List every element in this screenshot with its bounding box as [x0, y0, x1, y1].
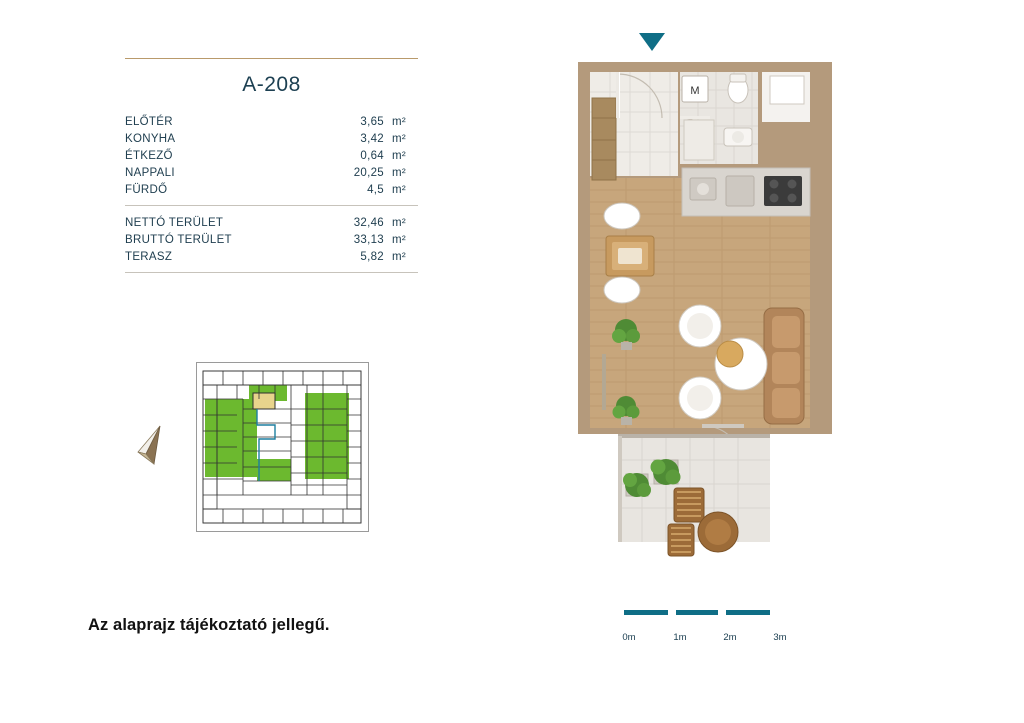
scale-label-3m: 3m — [773, 632, 787, 643]
table-row — [125, 214, 418, 231]
scale-segment — [676, 610, 718, 615]
compass-icon — [132, 424, 172, 470]
total-area: 33,13 — [353, 233, 384, 246]
right-panel — [500, 0, 1024, 723]
scale-label-2m: 2m — [723, 632, 737, 643]
scale-bar — [624, 610, 794, 646]
room-area-unit: m² — [392, 149, 407, 162]
scale-segment — [726, 610, 770, 615]
floor-plan — [578, 58, 832, 442]
total-area: 5,82 — [360, 250, 384, 263]
disclaimer-text: Az alaprajz tájékoztató jellegű. — [88, 616, 330, 634]
room-area-unit: m² — [392, 132, 407, 145]
total-name: BRUTTÓ TERÜLET — [125, 233, 232, 246]
total-name: TERASZ — [125, 250, 173, 263]
total-area: 32,46 — [353, 216, 384, 229]
room-name: NAPPALI — [125, 166, 175, 179]
scale-label-0m: 0m — [622, 632, 636, 643]
left-panel — [0, 0, 500, 723]
room-area: 0,64 — [360, 149, 384, 162]
total-area-unit: m² — [392, 250, 407, 263]
total-area-unit: m² — [392, 233, 407, 246]
site-key-plan — [196, 362, 369, 532]
room-area: 3,42 — [360, 132, 384, 145]
room-area: 3,65 — [360, 115, 384, 128]
table-row — [125, 164, 418, 181]
room-area-unit: m² — [392, 183, 407, 196]
terrace-drawing — [578, 432, 832, 562]
table-divider — [125, 198, 418, 214]
scale-segment — [624, 610, 668, 615]
bottom-rule — [125, 272, 418, 273]
unit-info-card — [125, 58, 418, 273]
table-row — [125, 113, 418, 130]
north-arrow-icon — [639, 33, 665, 51]
table-row — [125, 147, 418, 164]
room-area: 20,25 — [353, 166, 384, 179]
room-area-unit: m² — [392, 115, 407, 128]
site-plan-drawing — [197, 363, 366, 529]
total-area-unit: m² — [392, 216, 407, 229]
top-rule — [125, 58, 418, 59]
room-name: FÜRDŐ — [125, 183, 168, 196]
table-row — [125, 248, 418, 265]
room-area-unit: m² — [392, 166, 407, 179]
room-name: ELŐTÉR — [125, 115, 173, 128]
area-table — [125, 113, 418, 265]
table-row — [125, 181, 418, 198]
unit-code-title: A-208 — [242, 73, 301, 96]
total-name: NETTÓ TERÜLET — [125, 216, 224, 229]
floor-plan-drawing — [578, 58, 832, 442]
room-area: 4,5 — [367, 183, 384, 196]
room-name: KONYHA — [125, 132, 176, 145]
svg-text:M: M — [690, 85, 700, 97]
room-name: ÉTKEZŐ — [125, 149, 173, 162]
scale-label-1m: 1m — [673, 632, 687, 643]
table-row — [125, 130, 418, 147]
table-row — [125, 231, 418, 248]
